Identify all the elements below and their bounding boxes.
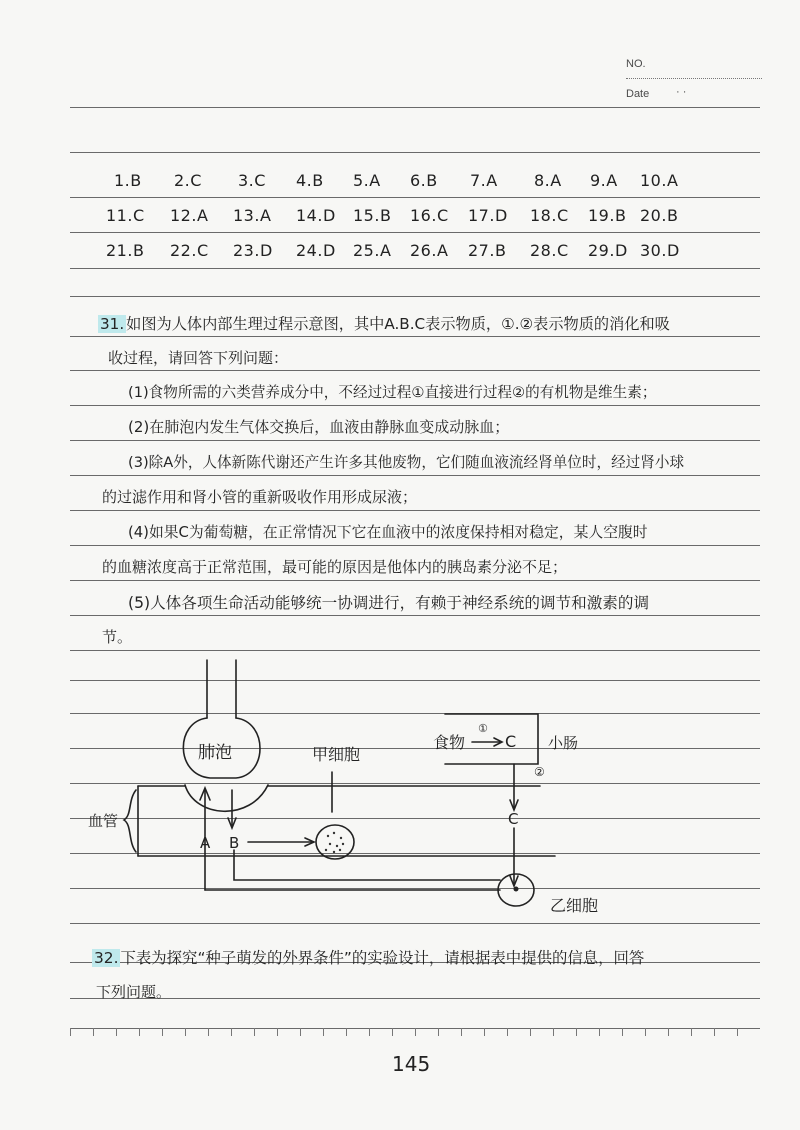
label-alveolus: 肺泡 (198, 743, 232, 763)
cell-b-nucleus (514, 887, 519, 892)
answer-1: 1.B (114, 171, 142, 190)
q31-answer-4-line-2: 的血糖浓度高于正常范围，最可能的原因是他体内的胰岛素分泌不足； (102, 558, 568, 576)
answer-17: 17.D (468, 206, 508, 225)
date-label: Date (626, 88, 650, 100)
answer-5: 5.A (353, 171, 381, 190)
b-down-line (234, 850, 500, 880)
page-number: 145 (392, 1052, 431, 1076)
q31-answer-3-line-2: 的过滤作用和肾小管的重新吸收作用形成尿液； (102, 488, 418, 506)
answer-19: 19.B (588, 206, 627, 225)
q31-answer-1: (1)食物所需的六类营养成分中，不经过过程①直接进行过程②的有机物是维生素； (128, 384, 657, 401)
answer-4: 4.B (296, 171, 324, 190)
q32-line-2: 下列问题。 (96, 983, 172, 1001)
answer-6: 6.B (410, 171, 438, 190)
answer-10: 10.A (640, 171, 679, 190)
answer-2: 2.C (174, 171, 202, 190)
answer-29: 29.D (588, 241, 628, 260)
label-food: 食物 (433, 733, 466, 752)
q31-stem-line-2: 收过程，请回答下列问题： (108, 349, 289, 367)
answer-30: 30.D (640, 241, 680, 260)
answer-24: 24.D (296, 241, 336, 260)
answer-8: 8.A (534, 171, 562, 190)
answer-9: 9.A (590, 171, 618, 190)
q31-answer-4-line-1: (4)如果C为葡萄糖，在正常情况下它在血液中的浓度保持相对稳定，某人空腹时 (128, 524, 648, 541)
answer-16: 16.C (410, 206, 449, 225)
label-c-intestine: C (505, 732, 517, 751)
q31-answer-5-line-2: 节。 (102, 628, 133, 646)
answer-22: 22.C (170, 241, 209, 260)
label-c-vessel: C (508, 810, 519, 828)
label-intestine: 小肠 (548, 734, 579, 752)
answer-28: 28.C (530, 241, 569, 260)
answer-27: 27.B (468, 241, 507, 260)
answer-26: 26.A (410, 241, 449, 260)
q31-answer-5-line-1: (5)人体各项生命活动能够统一协调进行，有赖于神经系统的调节和激素的调 (128, 594, 650, 612)
answer-3: 3.C (238, 171, 266, 190)
cell-a-outline (316, 825, 354, 859)
label-blood-vessel: 血管 (88, 812, 119, 830)
label-cell-b: 乙细胞 (550, 896, 599, 915)
label-a: A (200, 834, 211, 852)
capillary-curve (185, 785, 268, 811)
q31-stem-line-1: 如图为人体内部生理过程示意图，其中A.B.C表示物质，①.②表示物质的消化和吸 (126, 315, 670, 333)
q31-answer-2: (2)在肺泡内发生气体交换后，血液由静脉血变成动脉血； (128, 418, 510, 436)
date-dots: · · (676, 86, 687, 98)
label-cell-a: 甲细胞 (312, 745, 361, 764)
answer-15: 15.B (353, 206, 392, 225)
answer-11: 11.C (106, 206, 145, 225)
answer-7: 7.A (470, 171, 498, 190)
answer-21: 21.B (106, 241, 145, 260)
answer-18: 18.C (530, 206, 569, 225)
label-b: B (229, 834, 240, 852)
q32-line-1-text: 下表为探究“种子萌发的外界条件”的实验设计，请根据表中提供的信息，回答 (120, 949, 645, 967)
q32-line-1 (92, 946, 644, 968)
answer-12: 12.A (170, 206, 209, 225)
label-step-2: ② (534, 765, 545, 779)
answer-25: 25.A (353, 241, 392, 260)
answer-14: 14.D (296, 206, 336, 225)
vessel-brace (124, 790, 136, 852)
q31-number: 31. (100, 315, 125, 333)
answer-23: 23.D (233, 241, 273, 260)
answer-13: 13.A (233, 206, 272, 225)
q32-number: 32. (94, 949, 119, 967)
label-step-1: ① (478, 722, 488, 735)
no-label: NO. (626, 58, 646, 70)
cell-a-dots (325, 832, 344, 853)
answer-20: 20.B (640, 206, 679, 225)
q31-answer-3-line-1: (3)除A外，人体新陈代谢还产生许多其他废物，它们随血液流经肾单位时，经过肾小球 (128, 454, 685, 471)
